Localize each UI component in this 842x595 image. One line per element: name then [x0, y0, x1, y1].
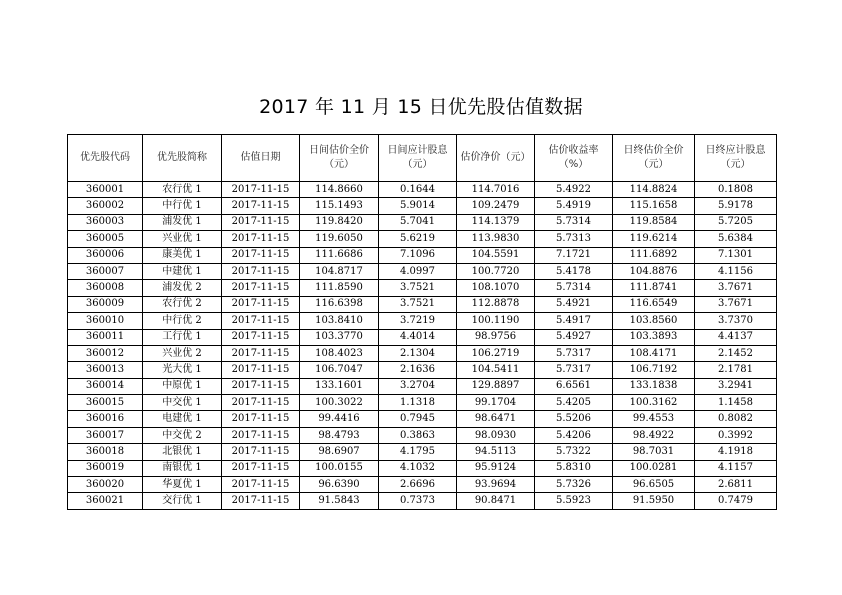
cell-name: 光大优 1 [143, 362, 222, 378]
table-row [68, 280, 777, 296]
cell-intraday-full-price: 119.8420 [300, 214, 379, 230]
cell-eod-accrued: 3.2941 [695, 378, 777, 394]
cell-date: 2017-11-15 [222, 477, 300, 493]
cell-eod-accrued: 3.7370 [695, 313, 777, 329]
cell-yield: 5.4206 [535, 427, 613, 443]
cell-intraday-accrued: 2.1636 [379, 362, 457, 378]
cell-yield: 5.7314 [535, 280, 613, 296]
cell-name: 中行优 2 [143, 313, 222, 329]
cell-code: 360017 [68, 427, 143, 443]
cell-name: 兴业优 1 [143, 231, 222, 247]
header-cell-intraday-full-price: 日间估价全价 （元） [300, 135, 379, 182]
cell-date: 2017-11-15 [222, 395, 300, 411]
cell-name: 中交优 1 [143, 395, 222, 411]
cell-intraday-accrued: 4.0997 [379, 263, 457, 279]
table-row [68, 395, 777, 411]
cell-net-price: 95.9124 [457, 460, 535, 476]
table-row [68, 427, 777, 443]
cell-yield: 7.1721 [535, 247, 613, 263]
cell-yield: 6.6561 [535, 378, 613, 394]
cell-name: 农行优 2 [143, 296, 222, 312]
cell-date: 2017-11-15 [222, 345, 300, 361]
cell-net-price: 99.1704 [457, 395, 535, 411]
cell-eod-accrued: 2.1781 [695, 362, 777, 378]
cell-code: 360013 [68, 362, 143, 378]
cell-eod-accrued: 3.7671 [695, 296, 777, 312]
cell-code: 360007 [68, 263, 143, 279]
cell-intraday-full-price: 91.5843 [300, 493, 379, 509]
cell-date: 2017-11-15 [222, 280, 300, 296]
cell-net-price: 104.5411 [457, 362, 535, 378]
cell-eod-full-price: 103.8560 [613, 313, 695, 329]
cell-yield: 5.5923 [535, 493, 613, 509]
cell-net-price: 98.6471 [457, 411, 535, 427]
cell-eod-full-price: 108.4171 [613, 345, 695, 361]
cell-intraday-full-price: 98.4793 [300, 427, 379, 443]
cell-yield: 5.7314 [535, 214, 613, 230]
cell-name: 工行优 1 [143, 329, 222, 345]
cell-net-price: 129.8897 [457, 378, 535, 394]
cell-code: 360014 [68, 378, 143, 394]
cell-code: 360018 [68, 444, 143, 460]
cell-name: 交行优 1 [143, 493, 222, 509]
table-row [68, 182, 777, 198]
cell-intraday-full-price: 115.1493 [300, 198, 379, 214]
cell-eod-full-price: 114.8824 [613, 182, 695, 198]
cell-yield: 5.4919 [535, 198, 613, 214]
cell-name: 中行优 1 [143, 198, 222, 214]
cell-eod-accrued: 0.3992 [695, 427, 777, 443]
table-row [68, 460, 777, 476]
cell-net-price: 114.7016 [457, 182, 535, 198]
cell-eod-full-price: 98.4922 [613, 427, 695, 443]
cell-intraday-accrued: 4.1795 [379, 444, 457, 460]
table-row [68, 493, 777, 509]
cell-date: 2017-11-15 [222, 263, 300, 279]
cell-yield: 5.4922 [535, 182, 613, 198]
table-row [68, 362, 777, 378]
cell-date: 2017-11-15 [222, 460, 300, 476]
table-row [68, 477, 777, 493]
table-row [68, 231, 777, 247]
cell-code: 360010 [68, 313, 143, 329]
cell-eod-accrued: 5.7205 [695, 214, 777, 230]
cell-net-price: 100.7720 [457, 263, 535, 279]
cell-yield: 5.4921 [535, 296, 613, 312]
cell-name: 电建优 1 [143, 411, 222, 427]
header-cell-date: 估值日期 [222, 135, 300, 182]
cell-intraday-full-price: 99.4416 [300, 411, 379, 427]
cell-net-price: 113.9830 [457, 231, 535, 247]
cell-eod-full-price: 116.6549 [613, 296, 695, 312]
cell-name: 北银优 1 [143, 444, 222, 460]
cell-yield: 5.7326 [535, 477, 613, 493]
cell-intraday-accrued: 0.1644 [379, 182, 457, 198]
cell-net-price: 90.8471 [457, 493, 535, 509]
cell-date: 2017-11-15 [222, 296, 300, 312]
cell-intraday-accrued: 0.7373 [379, 493, 457, 509]
table-row [68, 214, 777, 230]
cell-net-price: 109.2479 [457, 198, 535, 214]
cell-code: 360011 [68, 329, 143, 345]
cell-eod-accrued: 4.1156 [695, 263, 777, 279]
cell-intraday-accrued: 1.1318 [379, 395, 457, 411]
cell-eod-accrued: 7.1301 [695, 247, 777, 263]
cell-date: 2017-11-15 [222, 247, 300, 263]
cell-intraday-accrued: 0.3863 [379, 427, 457, 443]
cell-eod-full-price: 119.6214 [613, 231, 695, 247]
cell-intraday-accrued: 3.2704 [379, 378, 457, 394]
cell-eod-full-price: 100.3162 [613, 395, 695, 411]
cell-eod-full-price: 96.6505 [613, 477, 695, 493]
table-row [68, 198, 777, 214]
cell-intraday-full-price: 111.8590 [300, 280, 379, 296]
cell-net-price: 108.1070 [457, 280, 535, 296]
cell-intraday-full-price: 96.6390 [300, 477, 379, 493]
cell-intraday-full-price: 133.1601 [300, 378, 379, 394]
cell-eod-accrued: 0.7479 [695, 493, 777, 509]
cell-intraday-full-price: 119.6050 [300, 231, 379, 247]
table-row [68, 444, 777, 460]
cell-code: 360002 [68, 198, 143, 214]
cell-code: 360012 [68, 345, 143, 361]
cell-eod-full-price: 119.8584 [613, 214, 695, 230]
cell-intraday-accrued: 2.6696 [379, 477, 457, 493]
cell-date: 2017-11-15 [222, 427, 300, 443]
header-cell-intraday-accrued: 日间应计股息 （元） [379, 135, 457, 182]
cell-code: 360016 [68, 411, 143, 427]
cell-intraday-full-price: 103.8410 [300, 313, 379, 329]
cell-date: 2017-11-15 [222, 313, 300, 329]
table-row [68, 263, 777, 279]
header-cell-net-price: 估价净价（元） [457, 135, 535, 182]
cell-intraday-accrued: 5.6219 [379, 231, 457, 247]
cell-yield: 5.4205 [535, 395, 613, 411]
cell-eod-full-price: 99.4553 [613, 411, 695, 427]
header-row [68, 135, 777, 182]
header-cell-eod-accrued: 日终应计股息 （元） [695, 135, 777, 182]
cell-date: 2017-11-15 [222, 214, 300, 230]
cell-intraday-full-price: 103.3770 [300, 329, 379, 345]
cell-eod-accrued: 0.8082 [695, 411, 777, 427]
cell-code: 360003 [68, 214, 143, 230]
cell-intraday-full-price: 116.6398 [300, 296, 379, 312]
cell-eod-full-price: 98.7031 [613, 444, 695, 460]
cell-eod-accrued: 4.4137 [695, 329, 777, 345]
cell-yield: 5.4178 [535, 263, 613, 279]
cell-name: 中建优 1 [143, 263, 222, 279]
cell-yield: 5.5206 [535, 411, 613, 427]
cell-name: 华夏优 1 [143, 477, 222, 493]
cell-intraday-accrued: 3.7521 [379, 280, 457, 296]
cell-name: 浦发优 2 [143, 280, 222, 296]
cell-eod-accrued: 5.6384 [695, 231, 777, 247]
cell-net-price: 112.8878 [457, 296, 535, 312]
cell-yield: 5.7313 [535, 231, 613, 247]
cell-intraday-accrued: 2.1304 [379, 345, 457, 361]
cell-name: 兴业优 2 [143, 345, 222, 361]
cell-code: 360008 [68, 280, 143, 296]
cell-code: 360021 [68, 493, 143, 509]
cell-eod-accrued: 3.7671 [695, 280, 777, 296]
cell-net-price: 106.2719 [457, 345, 535, 361]
cell-net-price: 98.9756 [457, 329, 535, 345]
cell-eod-accrued: 1.1458 [695, 395, 777, 411]
cell-intraday-full-price: 114.8660 [300, 182, 379, 198]
cell-name: 农行优 1 [143, 182, 222, 198]
cell-net-price: 100.1190 [457, 313, 535, 329]
cell-intraday-accrued: 5.9014 [379, 198, 457, 214]
cell-intraday-full-price: 104.8717 [300, 263, 379, 279]
valuation-table [67, 134, 777, 510]
cell-code: 360001 [68, 182, 143, 198]
header-cell-code: 优先股代码 [68, 135, 143, 182]
cell-date: 2017-11-15 [222, 329, 300, 345]
cell-yield: 5.7317 [535, 345, 613, 361]
cell-code: 360009 [68, 296, 143, 312]
cell-intraday-full-price: 98.6907 [300, 444, 379, 460]
cell-date: 2017-11-15 [222, 198, 300, 214]
header-cell-name: 优先股简称 [143, 135, 222, 182]
cell-intraday-full-price: 106.7047 [300, 362, 379, 378]
cell-net-price: 98.0930 [457, 427, 535, 443]
cell-net-price: 94.5113 [457, 444, 535, 460]
table-row [68, 378, 777, 394]
cell-date: 2017-11-15 [222, 493, 300, 509]
cell-intraday-accrued: 7.1096 [379, 247, 457, 263]
cell-intraday-accrued: 4.1032 [379, 460, 457, 476]
cell-yield: 5.8310 [535, 460, 613, 476]
cell-eod-accrued: 4.1157 [695, 460, 777, 476]
cell-name: 南银优 1 [143, 460, 222, 476]
cell-eod-accrued: 2.1452 [695, 345, 777, 361]
cell-intraday-accrued: 3.7219 [379, 313, 457, 329]
cell-net-price: 104.5591 [457, 247, 535, 263]
cell-eod-full-price: 91.5950 [613, 493, 695, 509]
cell-eod-full-price: 133.1838 [613, 378, 695, 394]
table-row [68, 329, 777, 345]
cell-eod-accrued: 2.6811 [695, 477, 777, 493]
cell-name: 中原优 1 [143, 378, 222, 394]
cell-name: 中交优 2 [143, 427, 222, 443]
cell-intraday-full-price: 111.6686 [300, 247, 379, 263]
cell-eod-full-price: 111.8741 [613, 280, 695, 296]
cell-name: 浦发优 1 [143, 214, 222, 230]
cell-intraday-accrued: 3.7521 [379, 296, 457, 312]
cell-intraday-accrued: 0.7945 [379, 411, 457, 427]
cell-date: 2017-11-15 [222, 444, 300, 460]
cell-eod-accrued: 5.9178 [695, 198, 777, 214]
cell-net-price: 93.9694 [457, 477, 535, 493]
cell-intraday-full-price: 108.4023 [300, 345, 379, 361]
cell-intraday-full-price: 100.3022 [300, 395, 379, 411]
cell-intraday-full-price: 100.0155 [300, 460, 379, 476]
cell-name: 康美优 1 [143, 247, 222, 263]
cell-net-price: 114.1379 [457, 214, 535, 230]
table-row [68, 345, 777, 361]
cell-eod-full-price: 100.0281 [613, 460, 695, 476]
cell-eod-full-price: 104.8876 [613, 263, 695, 279]
header-cell-eod-full-price: 日终估价全价 （元） [613, 135, 695, 182]
cell-intraday-accrued: 5.7041 [379, 214, 457, 230]
cell-code: 360019 [68, 460, 143, 476]
cell-date: 2017-11-15 [222, 182, 300, 198]
table-row [68, 247, 777, 263]
cell-code: 360006 [68, 247, 143, 263]
cell-eod-accrued: 0.1808 [695, 182, 777, 198]
cell-yield: 5.7322 [535, 444, 613, 460]
cell-date: 2017-11-15 [222, 362, 300, 378]
cell-date: 2017-11-15 [222, 411, 300, 427]
cell-eod-full-price: 106.7192 [613, 362, 695, 378]
cell-code: 360005 [68, 231, 143, 247]
cell-eod-full-price: 111.6892 [613, 247, 695, 263]
cell-yield: 5.4927 [535, 329, 613, 345]
cell-code: 360015 [68, 395, 143, 411]
header-cell-yield: 估价收益率 （%） [535, 135, 613, 182]
table-row [68, 411, 777, 427]
cell-eod-full-price: 115.1658 [613, 198, 695, 214]
cell-eod-full-price: 103.3893 [613, 329, 695, 345]
cell-yield: 5.4917 [535, 313, 613, 329]
cell-intraday-accrued: 4.4014 [379, 329, 457, 345]
table-row [68, 296, 777, 312]
cell-code: 360020 [68, 477, 143, 493]
cell-eod-accrued: 4.1918 [695, 444, 777, 460]
table-row [68, 313, 777, 329]
cell-yield: 5.7317 [535, 362, 613, 378]
cell-date: 2017-11-15 [222, 231, 300, 247]
page-title: 2017 年 11 月 15 日优先股估值数据 [259, 96, 583, 118]
cell-date: 2017-11-15 [222, 378, 300, 394]
